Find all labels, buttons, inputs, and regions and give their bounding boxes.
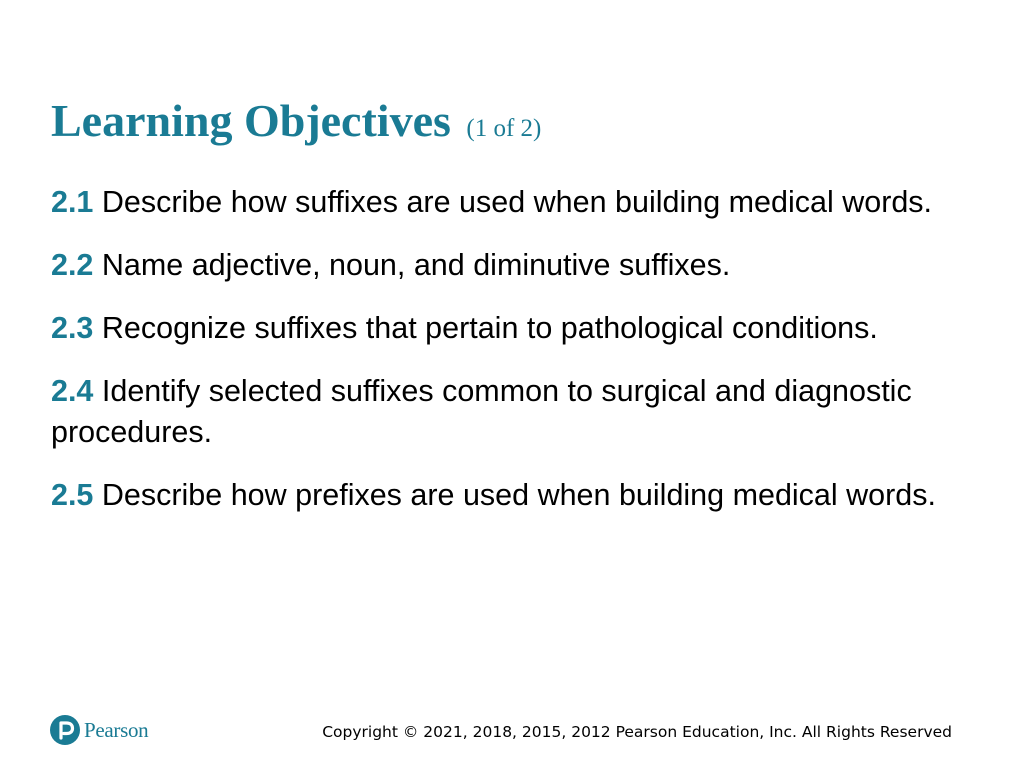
objective-text: Name adjective, noun, and diminutive suffixes. [101,248,731,282]
objective-text: Describe how suffixes are used when building medical words. [101,185,933,219]
title-text: Learning Objectives [51,95,451,146]
objective-text: Describe how prefixes are used when building medical words. [101,478,936,512]
title-page-indicator: (1 of 2) [466,115,542,142]
slide-title [51,93,541,148]
objective-item [51,182,951,223]
objective-item [51,371,951,453]
objective-text: Recognize suffixes that pertain to pathological conditions. [101,311,878,345]
objective-number: 2.1 [51,185,94,219]
logo-wordmark: Pearson [84,717,149,742]
objective-number: 2.3 [51,311,94,345]
objective-item [51,245,951,286]
objective-item [51,475,951,516]
pearson-logo [50,712,148,748]
objective-item [51,308,951,349]
objective-number: 2.5 [51,478,94,512]
objective-number: 2.4 [51,374,94,408]
objective-number: 2.2 [51,248,94,282]
copyright-notice: Copyright © 2021, 2018, 2015, 2012 Pearson Education, Inc. All Rights Reserved [322,723,952,741]
objective-text: Identify selected suffixes common to surgical and diagnostic procedures. [51,374,912,449]
objectives-list [51,182,951,538]
pearson-logo-icon [50,715,80,745]
